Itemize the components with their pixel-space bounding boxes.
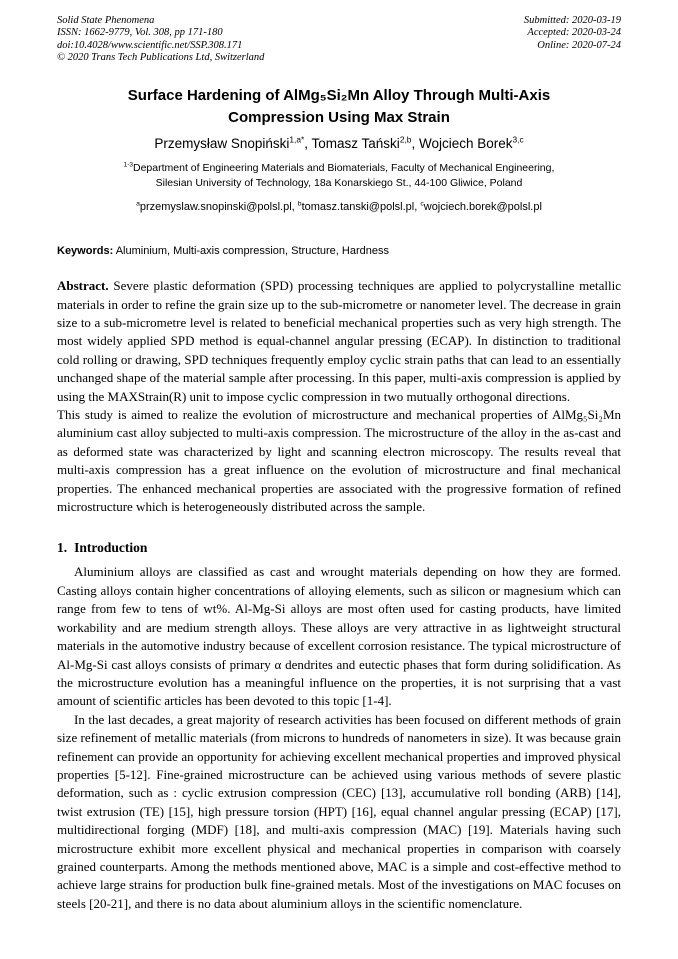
section-number: 1. bbox=[57, 540, 68, 556]
journal-issn-volume: ISSN: 1662-9779, Vol. 308, pp 171-180 bbox=[57, 27, 223, 39]
introduction-body bbox=[57, 563, 621, 913]
email-marker: c bbox=[420, 200, 424, 208]
abstract bbox=[57, 277, 621, 516]
journal-doi: doi:10.4028/www.scientific.net/SSP.308.171 bbox=[57, 39, 243, 51]
keywords-text: Aluminium, Multi-axis compression, Structure, Hardness bbox=[115, 245, 389, 258]
submitted-date: Submitted: 2020-03-19 bbox=[523, 15, 621, 26]
keywords-line bbox=[57, 244, 621, 258]
online-date: Online: 2020-07-24 bbox=[537, 39, 621, 51]
email-address: przemyslaw.snopinski@polsl.pl, bbox=[139, 201, 295, 214]
abstract-text-1: Severe plastic deformation (SPD) processing techniques are applied to polycrystalline metallic materials in order to refine the grain size up to the sub-micrometre or nanometer level. The decrease in grain size to a sub-micrometre level is related to beneficial mechanical properties such as very high strength. The most widely applied SPD method is equal-channel angular pressing (ECAP). In distinction to traditional cold rolling or drawing, SPD techniques frequently employ cyclic strain paths that can lead to an essentially unchanged shape of the material sample after processing. In this paper, multi-axis compression is applied by using the MAXStrain(R) unit to impose cyclic compression in two mutually orthogonal directions. bbox=[57, 278, 621, 404]
paper-title-line2: Compression Using Max Strain bbox=[228, 109, 450, 127]
abstract-paragraph-1 bbox=[57, 277, 621, 406]
journal-header-right bbox=[524, 15, 621, 64]
introduction-paragraph-2: In the last decades, a great majority of research activities has been focused on different methods of grain size refinement of metallic materials (from microns to hundreds of nanometers in size). It was because grain refinement can provide an opportunity for achieving excellent mechanical properties and improved physical properties [5-12]. Fine-grained microstructure can be achieved using various methods of severe plastic deformation, such as : cyclic extrusion compression (CEC) [13], accumulative roll bonding (ARB) [14], twist extrusion (TE) [15], high pressure torsion (HPT) [16], equal channel angular pressing (ECAP) [17], multidirectional forging (MDF) [18], and multi-axis compression (MAC) [19]. Materials having such microstructure exhibit more excellent physical and mechanical properties in comparison with coarsely grained counterparts. Among the methods mentioned above, MAC is a simple and cost-effective method to achieve large strains for production bulk fine-grained metals. Most of the investigations on MAC focuses on steels [20-21], and there is no data about aluminium alloys in the scientific nomenclature. bbox=[57, 711, 621, 911]
abstract-paragraph-2: This study is aimed to realize the evolution of microstructure and mechanical properties of AlMg₅Si₂Mn aluminium cast alloy subjected to multi-axis compression. The microstructure of the alloy in the as-cast and as deformed state was characterized by light and scanning electron microscopy. The results reveal that multi-axis compression has a great influence on the evolution of microstructure and final mechanical properties. The enhanced mechanical properties are associated with the progressive formation of refined microstructure which is heterogeneously distributed across the sample. bbox=[57, 407, 621, 515]
author-separator: , bbox=[304, 136, 312, 152]
author-affiliation-marker: 3,c bbox=[512, 134, 524, 145]
email-marker: b bbox=[297, 200, 302, 208]
journal-header-left bbox=[57, 15, 264, 64]
email-address: wojciech.borek@polsl.pl bbox=[423, 201, 542, 214]
section-title: Introduction bbox=[74, 540, 148, 556]
abstract-label: Abstract. bbox=[57, 278, 109, 294]
author-name: Wojciech Borek bbox=[418, 136, 513, 152]
keywords-label: Keywords: bbox=[57, 245, 114, 258]
affiliation-line1: Department of Engineering Materials and Biomaterials, Faculty of Mechanical Engineering, bbox=[133, 162, 555, 175]
section-heading-introduction bbox=[57, 540, 621, 556]
author-name: Przemysław Snopiński bbox=[154, 136, 290, 152]
author-emails bbox=[57, 200, 621, 215]
journal-header bbox=[57, 15, 621, 64]
author-separator: , bbox=[411, 136, 419, 152]
affiliation-line2: Silesian University of Technology, 18a Konarskiego St., 44-100 Gliwice, Poland bbox=[155, 177, 523, 190]
affiliation bbox=[57, 161, 621, 191]
email-address: tomasz.tanski@polsl.pl, bbox=[301, 201, 418, 214]
paper-title-line1: Surface Hardening of AlMg₅Si₂Mn Alloy Through Multi-Axis bbox=[127, 87, 551, 105]
author-name: Tomasz Tański bbox=[311, 136, 400, 152]
introduction-paragraph-1: Aluminium alloys are classified as cast and wrought materials depending on how they are formed. Casting alloys contain higher concentrations of alloying elements, such as silicon or magnesium which can range from few to tens of wt%. Al-Mg-Si alloys are most often used for casting products, have limited workability and are medium strength alloys. These alloys are very attractive in as lightweight structural materials in the automotive industry because of excellent corrosion resistance. The typical microstructure of Al-Mg-Si cast alloys consists of primary α dendrites and eutectic phases that form during solidification. As the microstructure evolution has a meaningful influence on the properties, it is not surprising that a vast amount of scientific articles has been devoted to this topic [1-4]. bbox=[57, 564, 621, 709]
author-affiliation-marker: 1,a* bbox=[289, 134, 305, 145]
accepted-date: Accepted: 2020-03-24 bbox=[527, 27, 621, 39]
email-marker: a bbox=[136, 200, 140, 208]
paper-title bbox=[57, 85, 621, 129]
journal-name: Solid State Phenomena bbox=[57, 15, 155, 26]
author-affiliation-marker: 2,b bbox=[399, 134, 412, 145]
journal-copyright: © 2020 Trans Tech Publications Ltd, Switzerland bbox=[57, 51, 265, 63]
affiliation-marker: 1-3 bbox=[123, 161, 133, 169]
authors-line bbox=[57, 134, 621, 154]
